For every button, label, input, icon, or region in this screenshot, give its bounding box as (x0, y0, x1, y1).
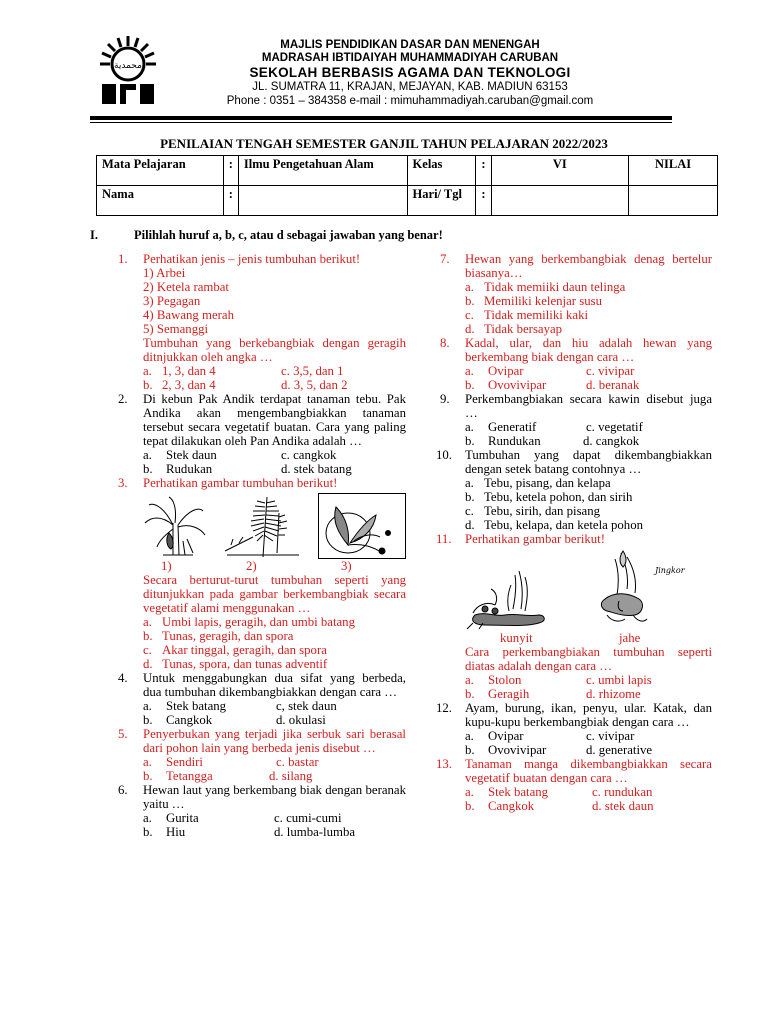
option-a[interactable]: a. Tebu, pisang, dan kelapa (465, 476, 611, 490)
option-b-letter: b. (465, 687, 475, 701)
option-d[interactable]: d. stek daun (592, 799, 654, 813)
option-a[interactable]: Ovipar (488, 364, 524, 378)
option-a-letter: a. (143, 699, 152, 713)
colon: : (476, 156, 491, 186)
options-row (465, 785, 712, 799)
list-item: 1) Arbei (143, 266, 186, 280)
options-row (465, 743, 712, 757)
question-13: 13. Tanaman manga dikembangbiakkan secara vegetatif buatan dengan cara … a. Stek batang c. rundukan b. Cangkok d. stek daun (436, 757, 712, 813)
header-address: JL. SUMATRA 11, KRAJAN, MEJAYAN, KAB. MADIUN 63153 (252, 81, 568, 93)
plant-pictures (143, 493, 406, 559)
options-row (465, 434, 712, 448)
option-b[interactable]: 2, 3, dan 4 (162, 378, 216, 392)
option-b[interactable]: Ovovivipar (488, 378, 547, 392)
colon: : (223, 156, 238, 186)
option-b[interactable]: Rundukan (488, 434, 541, 448)
question-3: 3. Perhatikan gambar tumbuhan berikut! 1) 2) 3) Secara berturut-turut tumbuhan seperti yang ditunjukkan pada gambar berkembangbiak secara vegetatif alami menggunakan … a. Umbi lapis, geragih, dan umbi batang b. Tunas, geragih, dan spora c. Akar tinggal, geragih, dan spora d. Tunas, spora, dan tunas adventif (118, 476, 406, 671)
option-c[interactable]: c. Akar tinggal, geragih, dan spora (143, 643, 327, 657)
option-a-letter: a. (143, 755, 152, 769)
option-a[interactable]: Gurita (166, 811, 199, 825)
list-item: 2) Ketela rambat (143, 280, 229, 294)
option-b-letter: b. (465, 799, 475, 813)
rhizome-pictures (465, 549, 712, 631)
hari-label: Hari/ Tgl (407, 186, 476, 216)
option-d[interactable]: d. stek batang (281, 462, 352, 476)
fern-plant-image (223, 493, 303, 559)
option-a-letter: a. (143, 364, 152, 378)
options-row (143, 699, 406, 713)
exam-title: PENILAIAN TENGAH SEMESTER GANJIL TAHUN PELAJARAN 2022/2023 (160, 136, 608, 151)
question-stem: Kadal, ular, dan hiu adalah hewan yang berkembang biak dengan cara … (465, 336, 712, 364)
header-rule-thick (90, 116, 672, 120)
question-stem: Tumbuhan yang dapat dikembangbiakkan dengan setek batang contohnya … (465, 448, 712, 476)
section-number: I. (90, 228, 98, 242)
option-b[interactable]: Cangkok (166, 713, 213, 727)
option-d[interactable]: d. Tebu, kelapa, dan ketela pohon (465, 518, 644, 532)
question-1: 1. Perhatikan jenis – jenis tumbuhan berikut! 1) Arbei 2) Ketela rambat 3) Pegagan 4) Bawang merah 5) Semanggi Tumbuhan yang berkebangbiak dengan geragih ditnjukkan oleh angka … a. 1, 3, dan 4 c. 3,5, dan 1 b. 2, 3, dan 4 d. 3, 5, dan 2 (118, 252, 406, 392)
option-c[interactable]: c, stek daun (276, 699, 337, 713)
option-d[interactable]: d. cangkok (583, 434, 640, 448)
option-d[interactable]: d. lumba-lumba (274, 825, 356, 839)
option-d[interactable]: d. 3, 5, dan 2 (281, 378, 348, 392)
header-line-3: SEKOLAH BERBASIS AGAMA DAN TEKNOLOGI (249, 65, 571, 80)
picture-label-3: 3) (341, 559, 352, 573)
option-a-letter: a. (465, 364, 474, 378)
picture-label-jahe: jahe (619, 631, 641, 645)
option-a[interactable]: Stolon (488, 673, 522, 687)
option-a[interactable]: a. Umbi lapis, geragih, dan umbi batang (143, 615, 355, 629)
option-a-letter: a. (465, 420, 474, 434)
question-4: 4. Untuk menggabungkan dua sifat yang berbeda, dua tumbuhan dikembangbiakkan dengan cara … a. Stek batang c, stek daun b. Cangkok d. okulasi (118, 671, 406, 727)
muhammadiyah-logo (96, 34, 160, 108)
option-d[interactable]: d. Tunas, spora, dan tunas adventif (143, 657, 328, 671)
question-stem: Untuk menggabungkan dua sifat yang berbeda, dua tumbuhan dikembangbiakkan dengan cara … (143, 671, 406, 699)
question-stem: Di kebun Pak Andik terdapat tanaman tebu. Pak Andika akan mengembangbiakkan tanaman tersebut secara vegetatif buatan. Cara yang paling tepat dilakukan oleh Pan Andika adalah … (143, 392, 406, 448)
header-contact: Phone : 0351 – 384358 e-mail : mimuhammadiyah.caruban@gmail.com (226, 95, 594, 107)
hari-field[interactable] (491, 186, 629, 216)
options-row (465, 687, 712, 701)
handwritten-label: Jingkor (655, 566, 685, 575)
question-stem: Cara perkembangbiakan tumbuhan seperti diatas adalah dengan cara … (465, 645, 712, 673)
question-stem: Perhatikan gambar tumbuhan berikut! (143, 476, 338, 490)
option-b-letter: b. (465, 434, 475, 448)
options-row (465, 378, 712, 392)
student-info-table (96, 155, 718, 216)
option-b[interactable]: b. Tebu, ketela pohon, dan sirih (465, 490, 633, 504)
option-c[interactable]: c. rundukan (592, 785, 653, 799)
question-9: 9. Perkembangbiakan secara kawin disebut juga … a. Generatif c. vegetatif b. Rundukan d. cangkok (440, 392, 712, 448)
option-a[interactable]: 1, 3, dan 4 (162, 364, 216, 378)
bryophyllum-plant-image (318, 493, 406, 559)
options-row (143, 378, 406, 392)
option-c[interactable]: c. Tidak memiliki kaki (465, 308, 589, 322)
question-7: 7. Hewan yang berkembangbiak denag bertelur biasanya… a. Tidak memiiki daun telinga b. Memiliki kelenjar susu c. Tidak memiliki kaki d. Tidak bersayap (440, 252, 712, 336)
options-row (465, 729, 712, 743)
option-b-letter: b. (143, 713, 153, 727)
question-stem: Tumbuhan yang berkebangbiak dengan geragih ditnjukkan oleh angka … (143, 336, 406, 364)
question-5: 5. Penyerbukan yang terjadi jika serbuk sari berasal dari pohon lain yang berbeda jenis disebut … a. Sendiri c. bastar b. Tetangga d. silang (118, 727, 406, 783)
option-b[interactable]: Hiu (166, 825, 186, 839)
option-b-letter: b. (465, 743, 475, 757)
option-b-letter: b. (143, 378, 153, 392)
section-instruction: Pilihlah huruf a, b, c, atau d sebagai jawaban yang benar! (134, 228, 443, 242)
options-row (143, 755, 406, 769)
options-row (143, 448, 406, 462)
option-a[interactable]: Stek daun (166, 448, 217, 462)
option-c[interactable]: c. vivipar (586, 364, 635, 378)
option-c[interactable]: c. cangkok (281, 448, 337, 462)
kelas-label: Kelas (407, 156, 476, 186)
option-d[interactable]: d. silang (269, 769, 313, 783)
options-row (143, 713, 406, 727)
option-b-letter: b. (143, 769, 153, 783)
question-12: 12. Ayam, burung, ikan, penyu, ular. Katak, dan kupu-kupu berkembangbiak dengan cara … a. Ovipar c. vivipar b. Ovovivipar d. generative (436, 701, 712, 757)
option-a[interactable]: Stek batang (488, 785, 549, 799)
header-rule-thin (90, 122, 672, 123)
options-row (465, 420, 712, 434)
options-row (465, 799, 712, 813)
picture-labels (143, 559, 406, 573)
option-a-letter: a. (465, 785, 474, 799)
header-line-2: MADRASAH IBTIDAIYAH MUHAMMADIYAH CARUBAN (261, 52, 559, 64)
option-a[interactable]: Ovipar (488, 729, 524, 743)
option-a[interactable]: Stek batang (166, 699, 227, 713)
question-6: 6. Hewan laut yang berkembang biak dengan beranak yaitu … a. Gurita c. cumi-cumi b. Hiu d. lumba-lumba (118, 783, 406, 839)
option-a[interactable]: Generatif (488, 420, 537, 434)
question-stem: Hewan yang berkembangbiak denag bertelur biasanya… (465, 252, 712, 280)
option-b[interactable]: Ovovivipar (488, 743, 547, 757)
options-row (465, 673, 712, 687)
question-2: 2. Di kebun Pak Andik terdapat tanaman tebu. Pak Andika akan mengembangbiakkan tanaman tersebut secara vegetatif buatan. Cara yang paling tepat dilakukan oleh Pan Andika adalah … a. Stek daun c. cangkok b. Rudukan d. stek batang (118, 392, 406, 476)
options-row (143, 825, 406, 839)
left-column (118, 252, 406, 839)
mapel-label: Mata Pelajaran (97, 156, 224, 186)
turmeric-plant-image (465, 565, 555, 631)
option-a-letter: a. (465, 729, 474, 743)
list-item: 4) Bawang merah (143, 308, 234, 322)
option-c[interactable]: c. 3,5, dan 1 (281, 364, 344, 378)
right-column (436, 252, 712, 813)
option-a-letter: a. (143, 448, 152, 462)
colon: : (476, 186, 491, 216)
colon: : (223, 186, 238, 216)
option-d[interactable]: d. beranak (586, 378, 640, 392)
option-b[interactable]: Cangkok (488, 799, 535, 813)
letterhead (0, 34, 768, 114)
ginger-plant-image (585, 549, 705, 631)
logo-text: محمدية (114, 61, 142, 71)
option-d[interactable]: d. Tidak bersayap (465, 322, 563, 336)
nilai-label: NILAI (629, 156, 718, 186)
option-a[interactable]: Sendiri (166, 755, 203, 769)
picture-label-kunyit: kunyit (500, 631, 533, 645)
option-d[interactable]: d. rhizome (586, 687, 641, 701)
option-c[interactable]: c. vegetatif (586, 420, 643, 434)
option-c[interactable]: c. cumi-cumi (274, 811, 342, 825)
option-b[interactable]: b. Memiliki kelenjar susu (465, 294, 602, 308)
options-row (143, 811, 406, 825)
nama-label: Nama (97, 186, 224, 216)
option-b-letter: b. (465, 378, 475, 392)
question-10: 10. Tumbuhan yang dapat dikembangbiakkan dengan setek batang contohnya … a. Tebu, pisang, dan kelapa b. Tebu, ketela pohon, dan sirih c. Tebu, sirih, dan pisang d. Tebu, kelapa, dan ketela pohon (436, 448, 712, 532)
option-b[interactable]: b. Tunas, geragih, dan spora (143, 629, 294, 643)
option-b-letter: b. (143, 462, 153, 476)
question-stem: Secara berturut-turut tumbuhan seperti yang ditunjukkan pada gambar berkembangbiak secara vegetatif alami menggunakan … (143, 573, 406, 615)
option-d[interactable]: d. generative (586, 743, 653, 757)
options-row (143, 462, 406, 476)
option-b[interactable]: Rudukan (166, 462, 213, 476)
options-row (143, 364, 406, 378)
question-stem: Perkembangbiakan secara kawin disebut juga … (465, 392, 712, 420)
option-b[interactable]: Geragih (488, 687, 530, 701)
question-11: 11. Perhatikan gambar berikut! Jingkor kunyit jahe Cara perkembangbiakan tumbuhan seperti diatas adalah dengan cara … a. Stolon c. umbi lapis b. Geragih d. rhizome (436, 532, 712, 701)
option-a-letter: a. (465, 673, 474, 687)
mapel-value: Ilmu Pengetahuan Alam (238, 156, 407, 186)
option-c[interactable]: c. umbi lapis (586, 673, 652, 687)
option-a[interactable]: a. Tidak memiiki daun telinga (465, 280, 626, 294)
option-c[interactable]: c. vivipar (586, 729, 635, 743)
picture-label-2: 2) (246, 559, 257, 573)
list-item: 3) Pegagan (143, 294, 201, 308)
question-8: 8. Kadal, ular, dan hiu adalah hewan yang berkembang biak dengan cara … a. Ovipar c. vivipar b. Ovovivipar d. beranak (440, 336, 712, 392)
options-row (143, 769, 406, 783)
option-c[interactable]: c. bastar (276, 755, 319, 769)
question-stem: Perhatikan gambar berikut! (465, 532, 606, 546)
question-stem: Tanaman manga dikembangbiakkan secara vegetatif buatan dengan cara … (465, 757, 712, 785)
option-c[interactable]: c. Tebu, sirih, dan pisang (465, 504, 601, 518)
picture-label-1: 1) (161, 559, 172, 573)
banana-plant-image (143, 495, 207, 557)
kelas-value: VI (491, 156, 629, 186)
options-row (465, 364, 712, 378)
list-item: 5) Semanggi (143, 322, 209, 336)
option-d[interactable]: d. okulasi (276, 713, 326, 727)
nama-field[interactable] (238, 186, 407, 216)
question-stem: Hewan laut yang berkembang biak dengan beranak yaitu … (143, 783, 406, 811)
option-b[interactable]: Tetangga (166, 769, 213, 783)
question-stem: Ayam, burung, ikan, penyu, ular. Katak, dan kupu-kupu berkembangbiak dengan cara … (465, 701, 712, 729)
question-stem: Perhatikan jenis – jenis tumbuhan berikut! (143, 252, 361, 266)
nilai-field[interactable] (629, 186, 718, 216)
option-b-letter: b. (143, 825, 153, 839)
option-a-letter: a. (143, 811, 152, 825)
picture-labels (465, 631, 712, 645)
question-stem: Penyerbukan yang terjadi jika serbuk sari berasal dari pohon lain yang berbeda jenis disebut … (143, 727, 406, 755)
header-line-1: MAJLIS PENDIDIKAN DASAR DAN MENENGAH (280, 39, 540, 51)
